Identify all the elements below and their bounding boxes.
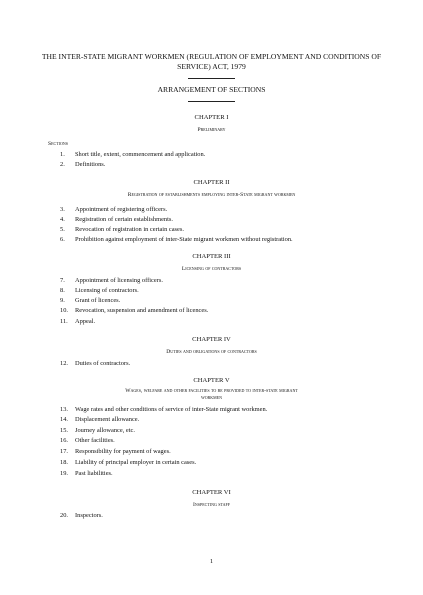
- section-number: 3.: [60, 206, 65, 213]
- section-number: 8.: [60, 287, 65, 294]
- chapter-subtitle: Inspecting staff: [193, 502, 230, 508]
- section-text: Responsibility for payment of wages.: [75, 448, 171, 455]
- section-item: [60, 406, 267, 413]
- section-item: [60, 236, 293, 243]
- chapter-heading: CHAPTER I: [194, 114, 229, 121]
- section-text: Past liabilities.: [75, 470, 113, 477]
- section-item: [60, 437, 115, 444]
- section-text: Grant of licences.: [75, 297, 121, 304]
- section-item: [60, 297, 120, 304]
- chapter-heading: CHAPTER VI: [192, 489, 231, 496]
- section-item: [60, 151, 205, 158]
- section-item: [60, 287, 139, 294]
- section-text: Displacement allowance.: [75, 416, 140, 423]
- section-text: Licensing of contractors.: [75, 287, 139, 294]
- section-text: Inspectors.: [75, 512, 103, 519]
- section-text: Revocation, suspension and amendment of licences.: [75, 307, 209, 314]
- section-text: Revocation of registration in certain cases.: [75, 226, 184, 233]
- arrangement-heading: ARRANGEMENT OF SECTIONS: [157, 85, 266, 94]
- chapter-heading: CHAPTER V: [193, 377, 230, 384]
- section-item: [60, 206, 167, 213]
- section-item: [60, 226, 184, 233]
- section-text: Registration of certain establishments.: [75, 216, 173, 223]
- section-number: 19.: [60, 470, 68, 477]
- section-number: 16.: [60, 437, 68, 444]
- arrangement-rule: [188, 101, 235, 102]
- section-item: [60, 416, 139, 423]
- section-text: Duties of contractors.: [75, 360, 131, 367]
- sections-label: Sections: [48, 141, 68, 147]
- title-rule: [188, 78, 235, 79]
- section-number: 10.: [60, 307, 68, 314]
- section-text: Other facilities.: [75, 437, 115, 444]
- section-text: Definitions.: [75, 161, 106, 168]
- section-number: 7.: [60, 277, 65, 284]
- section-number: 9.: [60, 297, 65, 304]
- section-item: [60, 216, 173, 223]
- section-text: Prohibition against employment of inter-State migrant workmen without registration.: [75, 236, 293, 243]
- section-number: 4.: [60, 216, 65, 223]
- chapter-heading: CHAPTER IV: [192, 336, 231, 343]
- section-number: 2.: [60, 161, 65, 168]
- section-item: [60, 470, 113, 477]
- section-text: Appointment of registering officers.: [75, 206, 168, 213]
- section-text: Journey allowance, etc.: [75, 427, 135, 434]
- section-number: 15.: [60, 427, 68, 434]
- section-number: 12.: [60, 360, 68, 367]
- section-number: 11.: [60, 318, 68, 325]
- section-item: [60, 512, 103, 519]
- section-text: Liability of principal employer in certain cases.: [75, 459, 197, 466]
- chapter-subtitle: Wages, welfare and other facilities to be provided to inter-state migrant workmen: [125, 388, 298, 401]
- page-number: 1: [209, 558, 214, 565]
- chapter-subtitle: Duties and obligations of contractors: [166, 349, 257, 355]
- section-item: [60, 318, 95, 325]
- section-text: Appointment of licensing officers.: [75, 277, 163, 284]
- section-text: Short title, extent, commencement and application.: [75, 151, 206, 158]
- section-text: Appeal.: [75, 318, 96, 325]
- section-number: 6.: [60, 236, 65, 243]
- section-number: 1.: [60, 151, 65, 158]
- section-number: 5.: [60, 226, 65, 233]
- section-item: [60, 459, 196, 466]
- section-number: 18.: [60, 459, 68, 466]
- section-item: [60, 161, 105, 168]
- section-item: [60, 277, 163, 284]
- chapter-subtitle: Licensing of contractors: [181, 266, 242, 272]
- section-number: 17.: [60, 448, 68, 455]
- section-item: [60, 448, 171, 455]
- section-number: 14.: [60, 416, 68, 423]
- section-item: [60, 427, 135, 434]
- section-number: 13.: [60, 406, 68, 413]
- chapter-heading: CHAPTER III: [192, 253, 231, 260]
- act-title: THE INTER-STATE MIGRANT WORKMEN (REGULATION OF EMPLOYMENT AND CONDITIONS OF SERVICE) ACT, 1979: [41, 52, 382, 71]
- section-item: [60, 307, 208, 314]
- chapter-subtitle: Preliminary: [197, 127, 226, 133]
- section-number: 20.: [60, 512, 68, 519]
- section-item: [60, 360, 130, 367]
- section-text: Wage rates and other conditions of service of inter-State migrant workmen.: [75, 406, 268, 413]
- chapter-subtitle: Registration of establishments employing inter-State migrant workmen: [127, 192, 296, 198]
- chapter-heading: CHAPTER II: [193, 179, 230, 186]
